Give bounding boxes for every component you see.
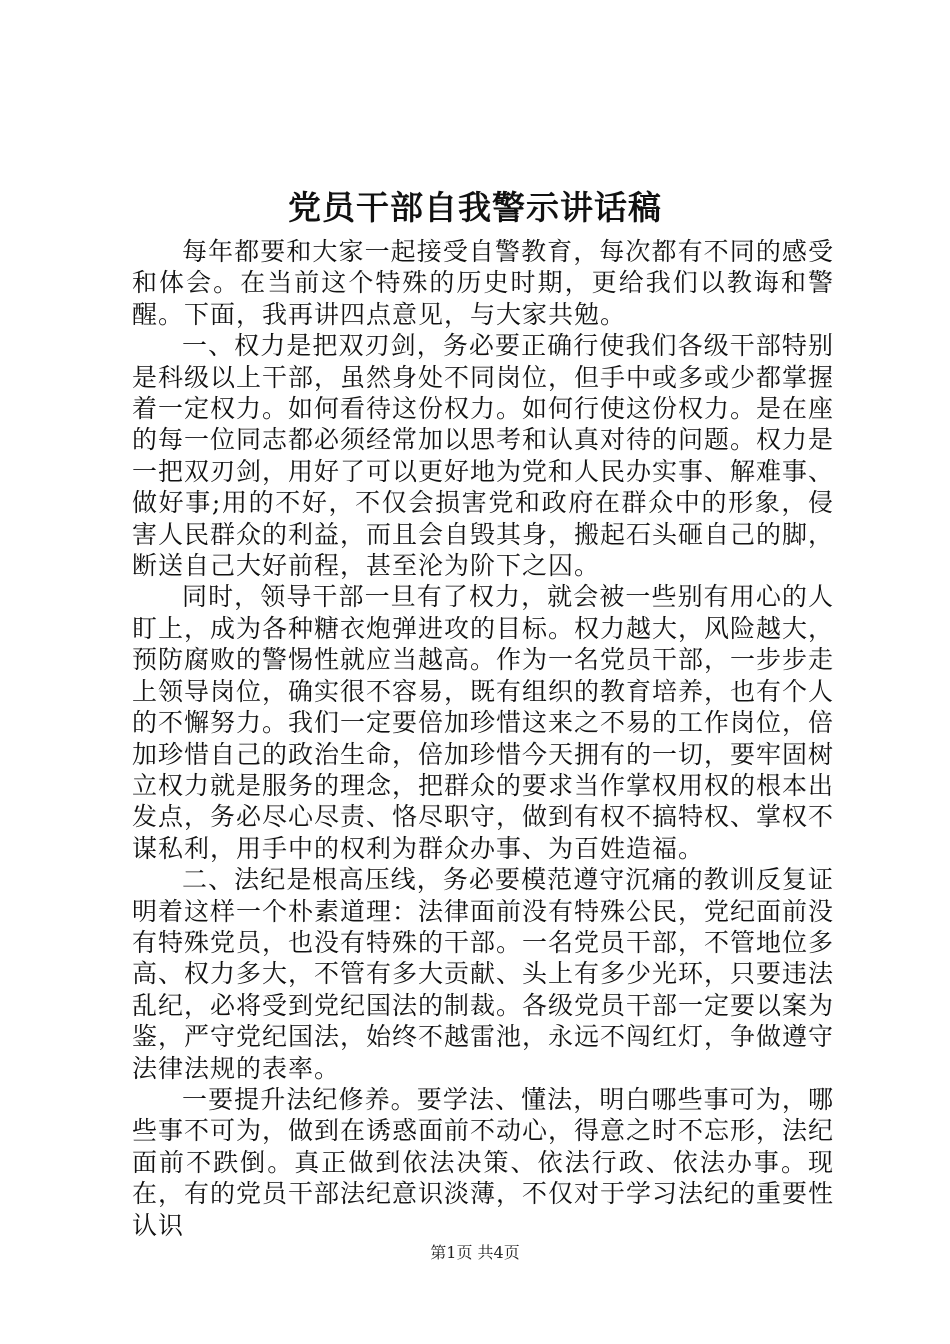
document-body <box>132 236 835 1240</box>
paragraph: 一、权力是把双刃剑，务必要正确行使我们各级干部特别是科级以上干部，虽然身处不同岗位，但手中或多或少都掌握着一定权力。如何看待这份权力。如何行使这份权力。是在座的每一位同志都必须经常加以思考和认真对待的问题。权力是一把双刃剑，用好了可以更好地为党和人民办实事、解难事、做好事;用的不好，不仅会损害党和政府在群众中的形象，侵害人民群众的利益，而且会自毁其身，搬起石头砸自己的脚，断送自己大好前程，甚至沦为阶下之囚。 <box>132 331 835 581</box>
paragraph: 同时，领导干部一旦有了权力，就会被一些别有用心的人盯上，成为各种糖衣炮弹进攻的目标。权力越大，风险越大，预防腐败的警惕性就应当越高。作为一名党员干部，一步步走上领导岗位，确实很不容易，既有组织的教育培养，也有个人的不懈努力。我们一定要倍加珍惜这来之不易的工作岗位，倍加珍惜自己的政治生命，倍加珍惜今天拥有的一切，要牢固树立权力就是服务的理念，把群众的要求当作掌权用权的根本出发点，务必尽心尽责、恪尽职守，做到有权不搞特权、掌权不谋私利，用手中的权利为群众办事、为百姓造福。 <box>132 582 835 863</box>
page-footer: 第1页 共4页 <box>430 1243 520 1262</box>
paragraph: 每年都要和大家一起接受自警教育，每次都有不同的感受和体会。在当前这个特殊的历史时期，更给我们以教诲和警醒。下面，我再讲四点意见，与大家共勉。 <box>132 237 834 329</box>
paragraph: 一要提升法纪修养。要学法、懂法，明白哪些事可为，哪些事不可为，做到在诱惑面前不动心，得意之时不忘形，法纪面前不跌倒。真正做到依法决策、依法行政、依法办事。现在，有的党员干部法纪意识淡薄，不仅对于学习法纪的重要性认识 <box>132 1084 835 1240</box>
document-title: 党员干部自我警示讲话稿 <box>288 188 662 227</box>
paragraph: 二、法纪是根高压线，务必要模范遵守沉痛的教训反复证明着这样一个朴素道理：法律面前没有特殊公民，党纪面前没有特殊党员，也没有特殊的干部。一名党员干部，不管地位多高、权力多大，不管有多大贡献、头上有多少光环，只要违法乱纪，必将受到党纪国法的制裁。各级党员干部一定要以案为鉴，严守党纪国法，始终不越雷池，永远不闯红灯，争做遵守法律法规的表率。 <box>132 865 835 1083</box>
